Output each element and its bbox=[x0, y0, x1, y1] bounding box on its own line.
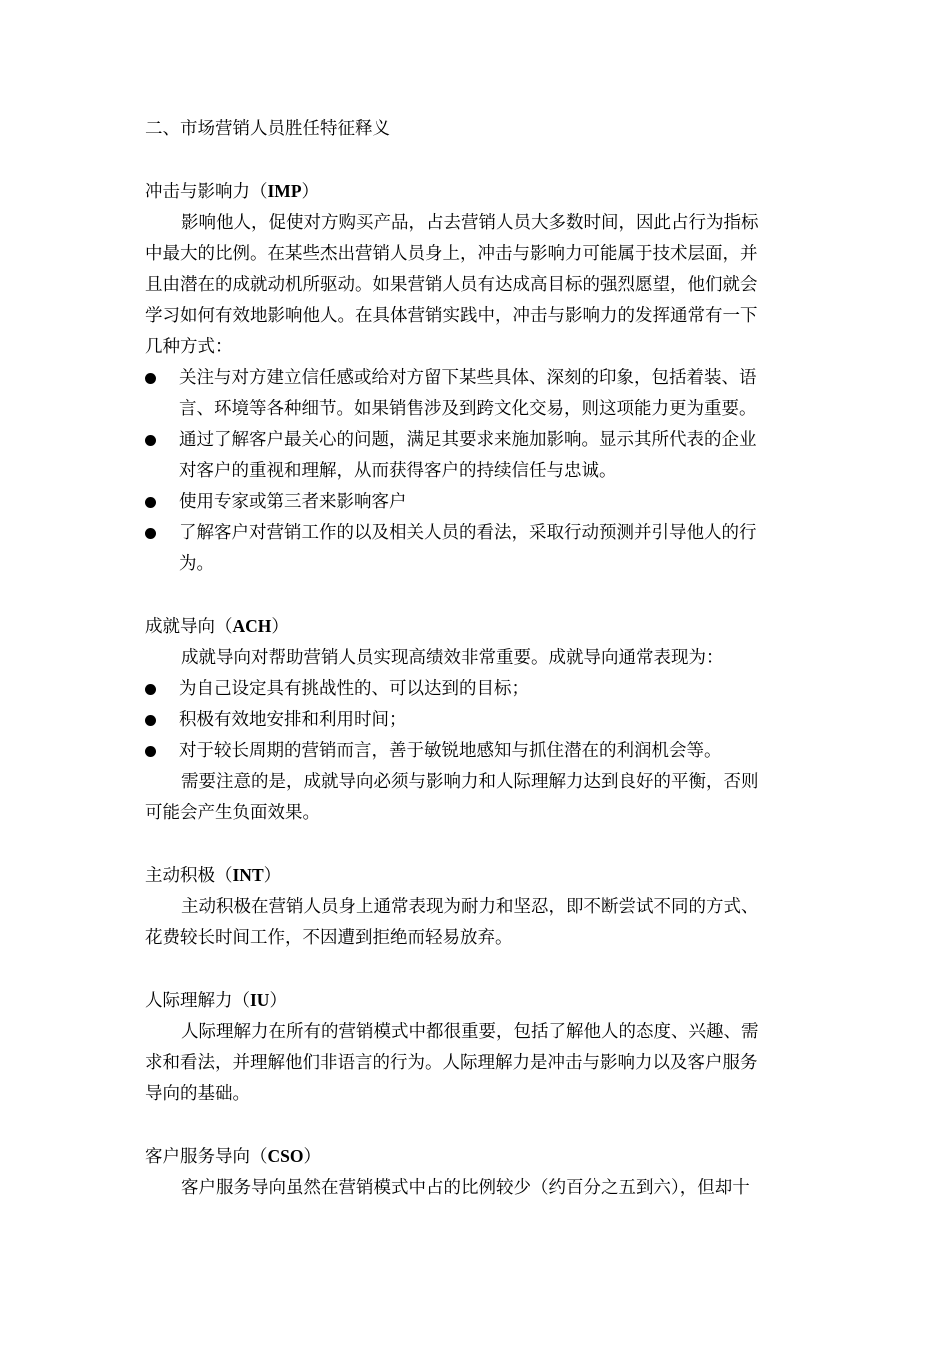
bullet-dot-icon bbox=[145, 684, 156, 695]
paragraph-line: 中最大的比例。在某些杰出营销人员身上，冲击与影响力可能属于技术层面，并 bbox=[145, 244, 758, 264]
section-title: 二、市场营销人员胜任特征释义 bbox=[145, 119, 390, 139]
paragraph-line: 几种方式： bbox=[145, 337, 233, 357]
bullet-item: 为自己设定具有挑战性的、可以达到的目标； bbox=[145, 674, 810, 705]
paragraph-line: 求和看法，并理解他们非语言的行为。人际理解力是冲击与影响力以及客户服务 bbox=[145, 1053, 758, 1073]
spacer bbox=[145, 954, 810, 985]
spacer bbox=[145, 145, 810, 176]
bullet-dot-icon bbox=[145, 373, 156, 384]
paragraph-line: 需要注意的是，成就导向必须与影响力和人际理解力达到良好的平衡，否则 bbox=[181, 772, 759, 792]
paragraph-line: 导向的基础。 bbox=[145, 1084, 250, 1104]
paragraph-line: 可能会产生负面效果。 bbox=[145, 803, 320, 823]
bullet-item: 了解客户对营销工作的以及相关人员的看法，采取行动预测并引导他人的行 bbox=[145, 518, 810, 549]
bullet-dot-icon bbox=[145, 746, 156, 757]
heading-ach: 成就导向（ACH） bbox=[145, 616, 289, 637]
paragraph-line: 学习如何有效地影响他人。在具体营销实践中，冲击与影响力的发挥通常有一下 bbox=[145, 306, 758, 326]
bullet-dot-icon bbox=[145, 497, 156, 508]
heading-int: 主动积极（INT） bbox=[145, 865, 282, 886]
heading-cso: 客户服务导向（CSO） bbox=[145, 1146, 321, 1167]
bullet-continuation: 对客户的重视和理解，从而获得客户的持续信任与忠诚。 bbox=[179, 461, 617, 481]
heading-imp: 冲击与影响力（IMP） bbox=[145, 181, 320, 202]
bullet-dot-icon bbox=[145, 528, 156, 539]
paragraph-line: 影响他人，促使对方购买产品，占去营销人员大多数时间，因此占行为指标 bbox=[181, 213, 759, 233]
paragraph-line: 主动积极在营销人员身上通常表现为耐力和坚忍，即不断尝试不同的方式、 bbox=[181, 897, 759, 917]
bullet-item: 对于较长周期的营销而言，善于敏锐地感知与抓住潜在的利润机会等。 bbox=[145, 736, 810, 767]
spacer bbox=[145, 1110, 810, 1141]
bullet-continuation: 为。 bbox=[179, 554, 214, 574]
spacer bbox=[145, 829, 810, 860]
bullet-continuation: 言、环境等各种细节。如果销售涉及到跨文化交易，则这项能力更为重要。 bbox=[179, 399, 757, 419]
bullet-item: 通过了解客户最关心的问题，满足其要求来施加影响。显示其所代表的企业 bbox=[145, 425, 810, 456]
paragraph-line: 花费较长时间工作，不因遭到拒绝而轻易放弃。 bbox=[145, 928, 513, 948]
heading-iu: 人际理解力（IU） bbox=[145, 990, 287, 1011]
paragraph-line: 客户服务导向虽然在营销模式中占的比例较少（约百分之五到六），但却十 bbox=[181, 1178, 750, 1198]
paragraph-line: 人际理解力在所有的营销模式中都很重要，包括了解他人的态度、兴趣、需 bbox=[181, 1022, 759, 1042]
bullet-item: 使用专家或第三者来影响客户 bbox=[145, 487, 810, 518]
paragraph-line: 且由潜在的成就动机所驱动。如果营销人员有达成高目标的强烈愿望，他们就会 bbox=[145, 275, 758, 295]
document-page bbox=[145, 114, 810, 1204]
bullet-dot-icon bbox=[145, 715, 156, 726]
spacer bbox=[145, 580, 810, 611]
bullet-item: 关注与对方建立信任感或给对方留下某些具体、深刻的印象，包括着装、语 bbox=[145, 363, 810, 394]
paragraph-line: 成就导向对帮助营销人员实现高绩效非常重要。成就导向通常表现为： bbox=[181, 648, 724, 668]
bullet-dot-icon bbox=[145, 435, 156, 446]
bullet-item: 积极有效地安排和利用时间； bbox=[145, 705, 810, 736]
